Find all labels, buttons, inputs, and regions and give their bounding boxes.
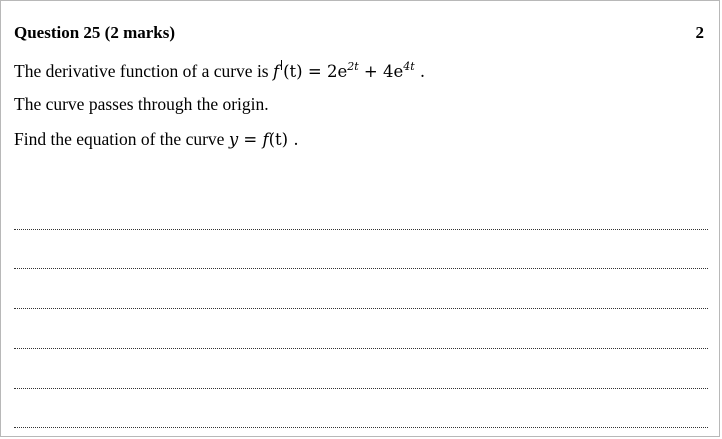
answer-line[interactable] xyxy=(14,348,708,349)
answer-line[interactable] xyxy=(14,388,708,389)
question-heading: Question 25 (2 marks) xyxy=(14,23,176,42)
statement-line-3-text: Find the equation of the curve xyxy=(14,129,229,149)
answer-line[interactable] xyxy=(14,229,708,230)
derivative-expression: f $(t) = 2e^{2t} + 4e^{4t}$ . xyxy=(273,60,426,81)
answer-line[interactable] xyxy=(14,427,708,428)
question-marks: 2 xyxy=(695,23,704,42)
statement-line-1 xyxy=(14,60,425,82)
curve-expression: y = f(t) . xyxy=(228,130,299,149)
statement-line-3 xyxy=(14,129,299,150)
statement-line-1-text: The derivative function of a curve is xyxy=(14,61,273,81)
statement-line-2: The curve passes through the origin. xyxy=(14,94,269,114)
prime-mark xyxy=(281,60,282,70)
answer-line[interactable] xyxy=(14,268,708,269)
answer-line[interactable] xyxy=(14,308,708,309)
